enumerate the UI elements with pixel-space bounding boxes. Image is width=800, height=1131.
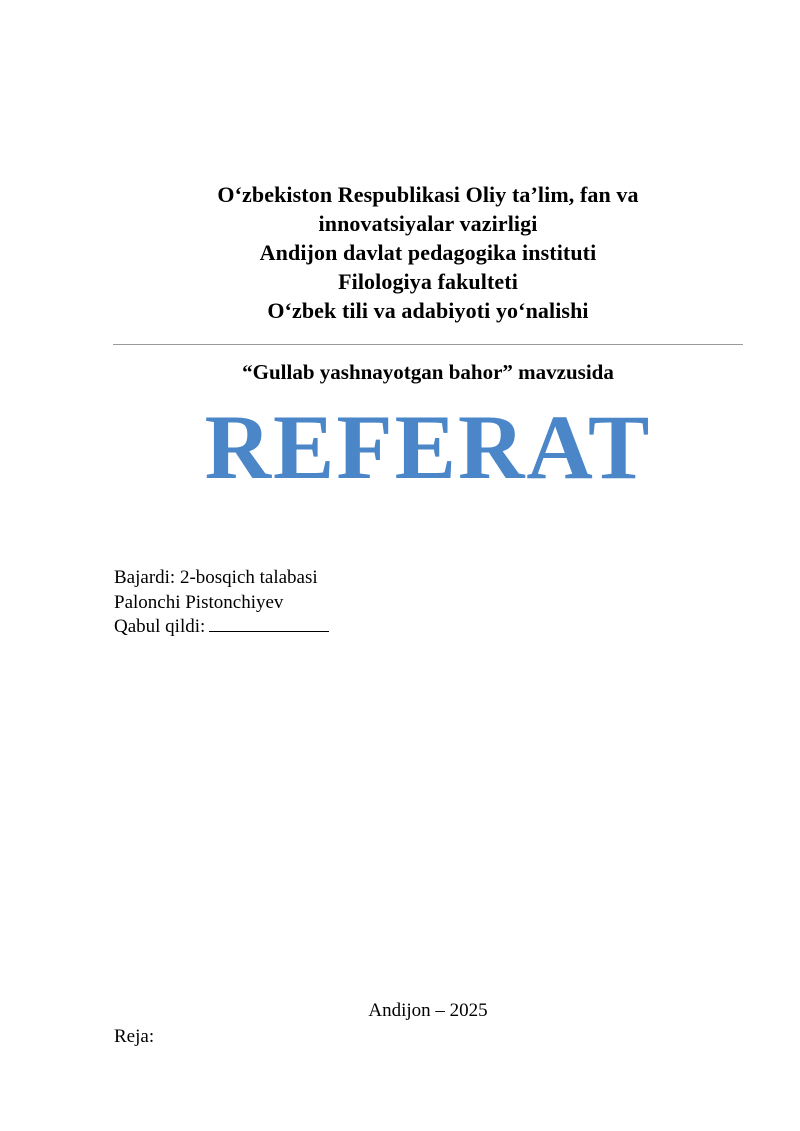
author-meta-block	[114, 566, 329, 640]
subject-line: “Gullab yashnayotgan bahor” mavzusida	[242, 360, 614, 384]
page-title: REFERAT	[204, 396, 652, 498]
footer-city-year: Andijon – 2025	[368, 1000, 488, 1021]
header-divider	[113, 344, 743, 345]
institution-header	[113, 180, 743, 325]
institution-line-4: O‘zbek tili va adabiyoti yo‘nalishi	[267, 298, 589, 323]
accepted-by-blank	[209, 617, 329, 632]
institution-line-2: Andijon davlat pedagogika instituti	[259, 240, 597, 265]
author-name: Palonchi Pistonchiyev	[114, 591, 284, 613]
accepted-by-label: Qabul qildi:	[114, 616, 206, 637]
author-role: Bajardi: 2-bosqich talabasi	[114, 567, 318, 588]
outline-label: Reja:	[114, 1026, 155, 1047]
institution-line-3: Filologiya fakulteti	[338, 269, 518, 294]
accepted-by-row	[114, 615, 329, 640]
institution-line-1: O‘zbekiston Respublikasi Oliy ta’lim, fan va innovatsiyalar vazirligi	[217, 182, 639, 236]
